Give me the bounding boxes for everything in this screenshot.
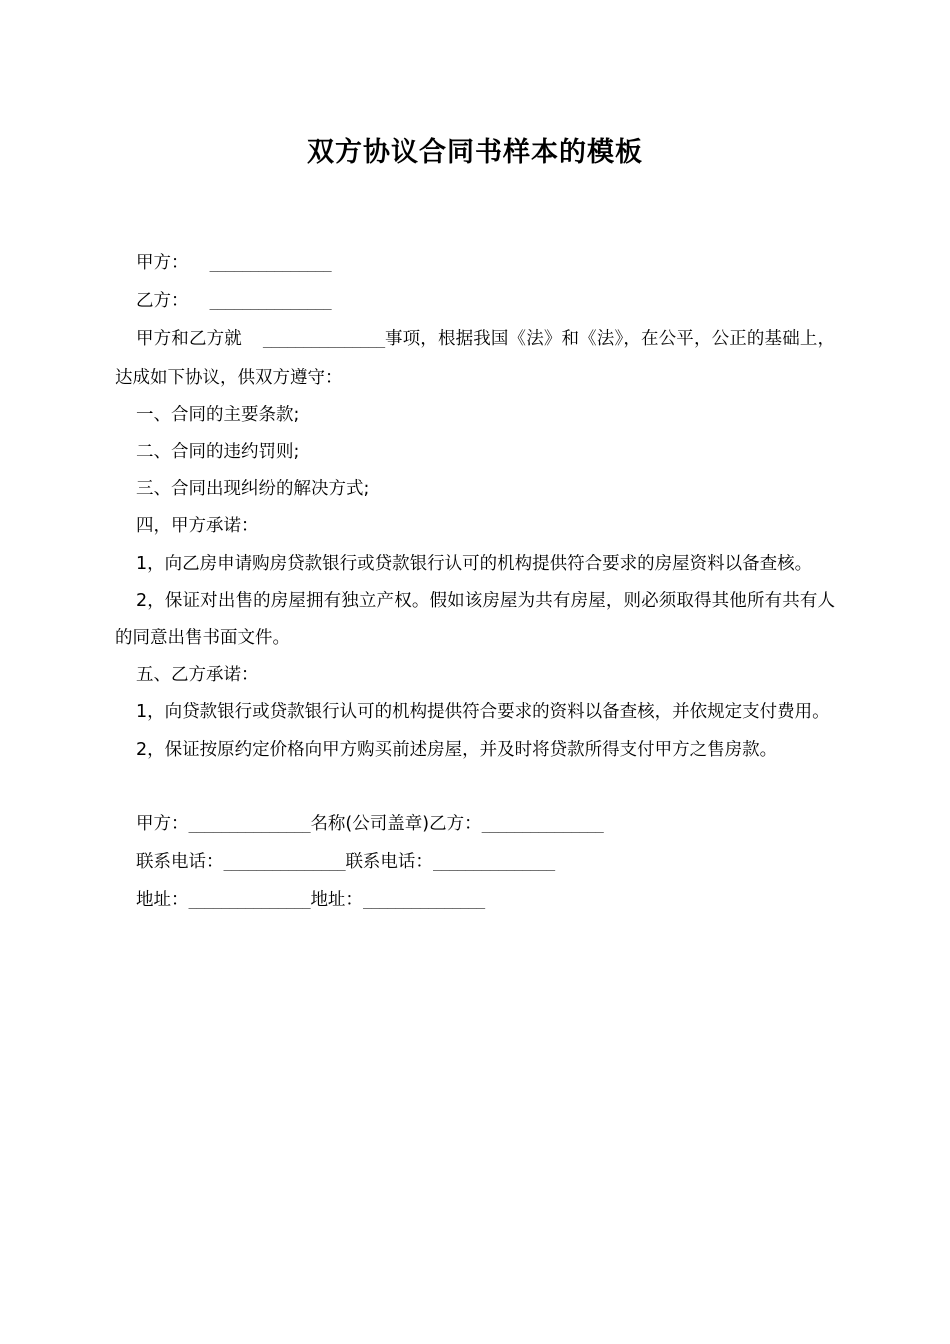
spacer	[115, 769, 835, 806]
clause-4-item-2: 2，保证对出售的房屋拥有独立产权。假如该房屋为共有房屋，则必须取得其他所有共有人的同意出售书面文件。	[115, 590, 835, 649]
party-a-line	[115, 245, 835, 283]
clause-1: 一、合同的主要条款;	[136, 404, 300, 425]
phone-a-blank: _______________	[223, 855, 346, 872]
intro-after-text: 事项，根据我国《法》和《法》，在公平，公正的基础上，达成如下协议，供双方遵守：	[115, 329, 836, 388]
party-a-blank: _______________	[209, 256, 332, 272]
intro-before-text: 甲方和乙方就	[136, 329, 242, 350]
party-b-line	[115, 283, 835, 321]
party-a-label: 甲方：	[136, 253, 189, 273]
address-a-blank: _______________	[188, 893, 311, 910]
signature-party-a-blank: _______________	[188, 816, 311, 833]
document-body	[115, 245, 835, 920]
party-b-blank: _______________	[209, 294, 332, 311]
signature-address-line	[115, 882, 835, 920]
party-b-label: 乙方：	[136, 291, 189, 312]
signature-party-a-label: 甲方：	[136, 813, 189, 834]
address-b-label: 地址：	[310, 890, 363, 911]
clause-4-heading: 四，甲方承诺：	[136, 516, 259, 537]
clause-2: 二、合同的违约罚则;	[136, 442, 300, 463]
clause-5-item-1: 1，向贷款银行或贷款银行认可的机构提供符合要求的资料以备查核，并依规定支付费用。	[136, 702, 830, 723]
phone-b-label: 联系电话：	[345, 852, 433, 873]
signature-party-b-blank: _______________	[481, 816, 604, 833]
document-title: 双方协议合同书样本的模板	[307, 137, 643, 168]
phone-a-label: 联系电话：	[136, 852, 224, 873]
clause-5-heading: 五、乙方承诺：	[136, 665, 259, 686]
clause-4-item-1: 1，向乙房申请购房贷款银行或贷款银行认可的机构提供符合要求的房屋资料以备查核。	[136, 553, 813, 574]
signature-name-seal-label: 名称(公司盖章)乙方：	[310, 813, 482, 834]
intro-paragraph	[115, 321, 835, 396]
signature-phone-line	[115, 844, 835, 882]
address-a-label: 地址：	[136, 890, 189, 911]
clause-5-item-2: 2，保证按原约定价格向甲方购买前述房屋，并及时将贷款所得支付甲方之售房款。	[136, 739, 778, 760]
clause-3: 三、合同出现纠纷的解决方式;	[136, 479, 370, 500]
matter-blank: _______________	[262, 332, 385, 349]
phone-b-blank: _______________	[432, 855, 555, 872]
address-b-blank: _______________	[362, 893, 485, 910]
signature-party-line	[115, 806, 835, 844]
